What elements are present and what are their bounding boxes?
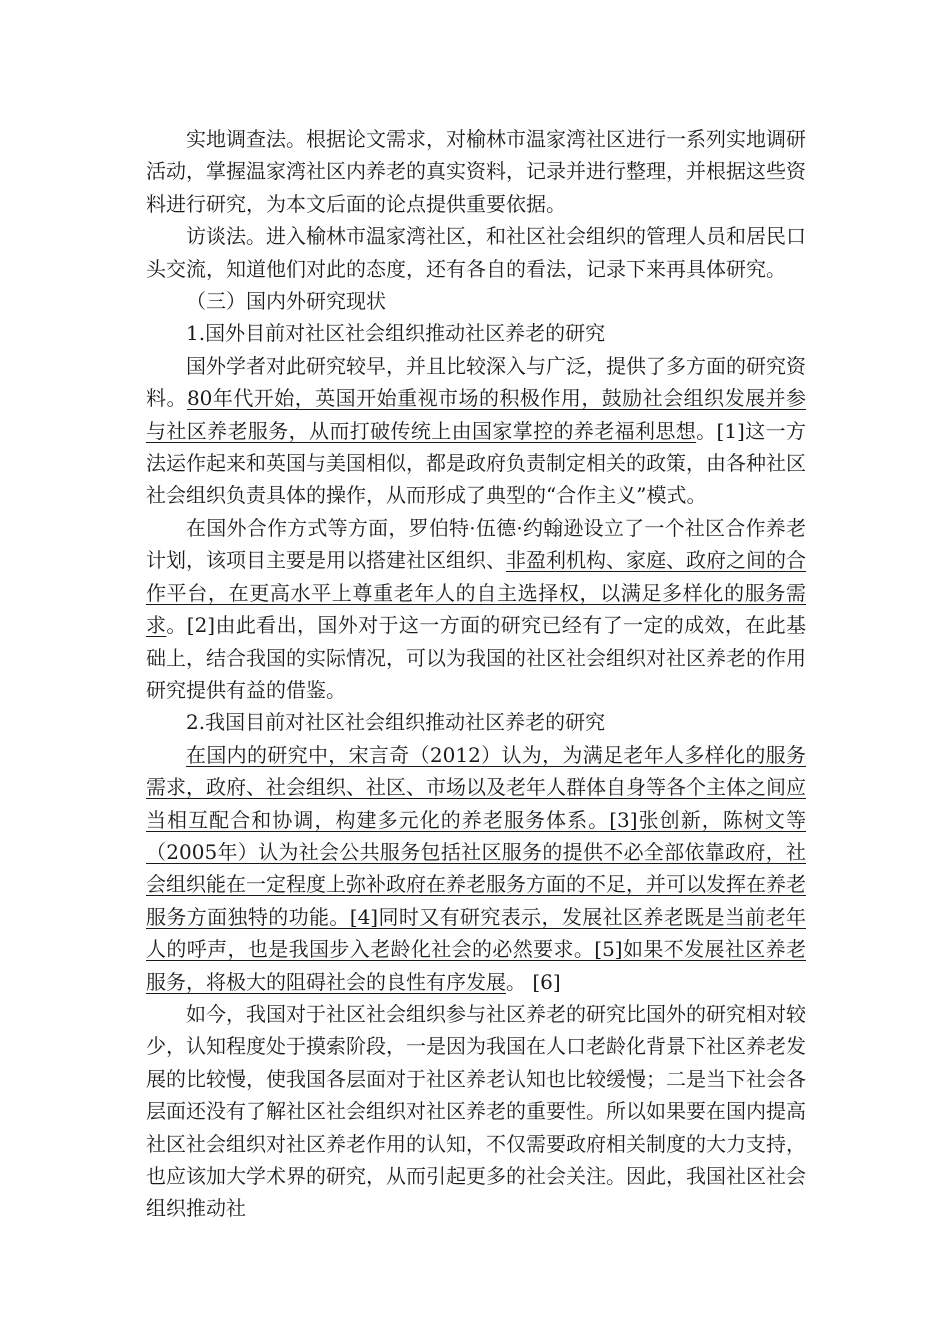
underlined-quote: 80年代开始，英国开始重视市场的积极作用，鼓励社会组织发展并参与社区养老服务，从而打破传统上由国家掌控的养老福利思想 (146, 386, 807, 443)
subheading-foreign-research (146, 317, 806, 349)
paragraph-text: 。 [6] (506, 969, 561, 994)
paragraph-text: 在国外合作方式等方面，罗伯特·伍德·约翰逊设立了一个社区合作养老计划，该项目主要是用以搭建社区组织、 (146, 515, 806, 573)
paragraph-foreign-overview (146, 350, 806, 512)
section-heading-research-status (146, 285, 806, 317)
document-page (146, 123, 806, 1225)
heading-text: 2.我国目前对社区社会组织推动社区养老的研究 (186, 710, 606, 735)
paragraph-field-survey (146, 123, 806, 220)
paragraph-domestic-studies (146, 739, 806, 998)
paragraph-text: 访谈法。进入榆林市温家湾社区，和社区社会组织的管理人员和居民口头交流，知道他们对此的态度，还有各自的看法，记录下来再具体研究。 (146, 224, 806, 281)
paragraph-foreign-cooperation (146, 512, 806, 706)
paragraph-text: 如今，我国对于社区社会组织参与社区养老的研究比国外的研究相对较少，认知程度处于摸索阶段，一是因为我国在人口老龄化背景下社区养老发展的比较慢，使我国各层面对于社区养老认知也比较缓慢；二是当下社会各层面还没有了解社区社会组织对社区养老的重要性。所以如果要在国内提高社区社会组织对社区养老作用的认知，不仅需要政府相关制度的大力支持，也应该加大学术界的研究，从而引起更多的社会关注。因此，我国社区社会组织推动社 (146, 1001, 806, 1221)
underlined-quote: 在国内的研究中，宋言奇（2012）认为，为满足老年人多样化的服务需求，政府、社会组织、社区、市场以及老年人群体自身等各个主体之间应当相互配合和协调，构建多元化的养老服务体系。[3]张创新，陈树文等（2005年）认为社会公共服务包括社区服务的提供不必全部依靠政府，社会组织能在一定程度上弥补政府在养老服务方面的不足，并可以发挥在养老服务方面独特的功能。[4]同时又有研究表示，发展社区养老既是当前老年人的呼声，也是我国步入老龄化社会的必然要求。[5]如果不发展社区养老服务，将极大的阻碍社会的良性有序发展 (146, 742, 806, 994)
underlined-quote: 非盈利机构、家庭、政府之间的合作平台，在更高水平上尊重老年人的自主选择权，以满足多样化的服务需求 (146, 548, 806, 638)
paragraph-text: 。[1]这一方法运作起来和英国与美国相似，都是政府负责制定相关的政策，由各种社区社会组织负责具体的操作，从而形成了典型的“合作主义”模式。 (146, 418, 806, 508)
paragraph-current-status (146, 998, 806, 1225)
subheading-domestic-research (146, 706, 806, 738)
heading-text: （三）国内外研究现状 (186, 289, 386, 314)
paragraph-interview (146, 220, 806, 285)
heading-text: 1.国外目前对社区社会组织推动社区养老的研究 (186, 321, 606, 346)
paragraph-text: 国外学者对此研究较早，并且比较深入与广泛，提供了多方面的研究资料。 (146, 353, 806, 411)
paragraph-text: 实地调查法。根据论文需求，对榆林市温家湾社区进行一系列实地调研活动，掌握温家湾社区内养老的真实资料，记录并进行整理，并根据这些资料进行研究，为本文后面的论点提供重要依据。 (146, 127, 806, 216)
paragraph-text: 。[2]由此看出，国外对于这一方面的研究已经有了一定的成效，在此基础上，结合我国的实际情况，可以为我国的社区社会组织对社区养老的作用研究提供有益的借鉴。 (146, 613, 807, 702)
